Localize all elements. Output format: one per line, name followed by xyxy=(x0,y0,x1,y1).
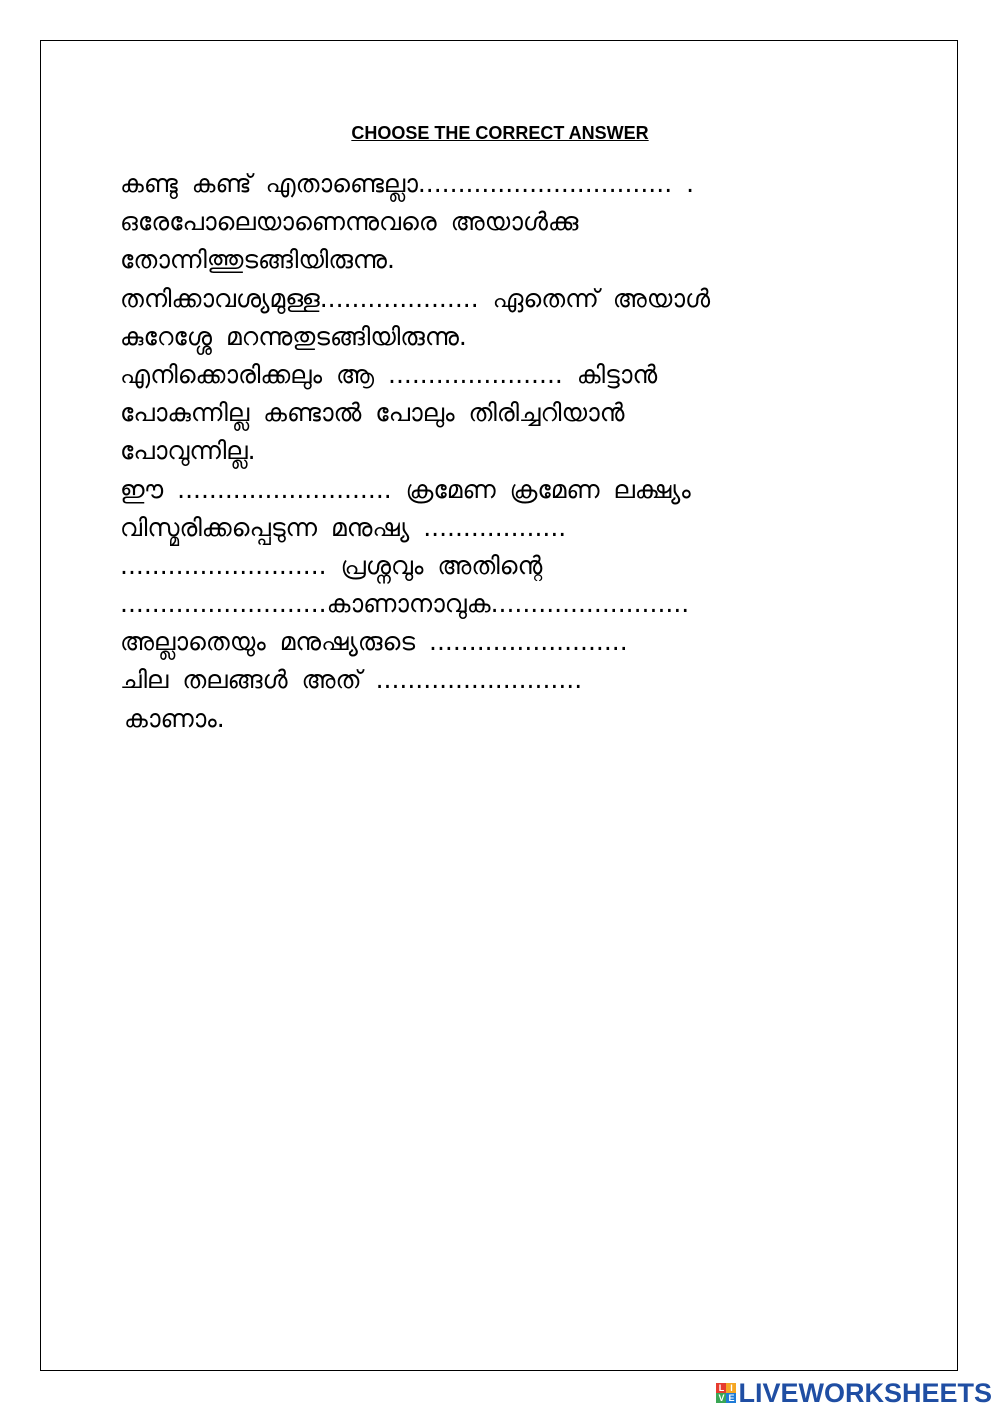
text-line-13: അല്ലാതെയും മനുഷ്യരുടെ ......................... xyxy=(120,627,628,657)
logo-wordmark: LIVEWORKSHEETS xyxy=(738,1377,992,1408)
liveworksheets-logo-icon xyxy=(716,1383,736,1403)
liveworksheets-logo xyxy=(716,1377,992,1409)
text-line-3: തോന്നിത്തുടങ്ങിയിരുന്നു. xyxy=(120,245,395,275)
text-line-8: പോവുന്നില്ല. xyxy=(120,436,256,466)
text-line-15: കാണാം. xyxy=(124,703,225,733)
text-line-5: കുറേശ്ശേ മറന്നുതുടങ്ങിയിരുന്നു. xyxy=(120,321,467,351)
text-line-11: .......................... പ്രശ്നവും അതിന്റെ xyxy=(120,550,543,580)
text-line-1: കണ്ടു കണ്ട് എതാണ്ടെല്ലാ................................ . xyxy=(120,169,695,198)
text-line-14: ചില തലങ്ങൾ അത് .......................... xyxy=(120,665,583,695)
text-line-2: ഒരേപോലെയാണെന്നുവരെ അയാൾക്കു xyxy=(120,207,579,237)
text-line-7: പോകുന്നില്ല കണ്ടാൽ പോലും തിരിച്ചറിയാൻ xyxy=(120,398,625,428)
worksheet-title: CHOOSE THE CORRECT ANSWER xyxy=(351,123,649,143)
logo-mark-l: L xyxy=(716,1383,726,1393)
text-line-10: വിസ്മരിക്കപ്പെടുന്ന മനുഷ്യ .................. xyxy=(120,512,567,542)
logo-mark-e: E xyxy=(728,1393,735,1403)
logo-mark-v: V xyxy=(718,1393,725,1403)
text-line-9: ഈ ........................... ക്രമേണ ക്രമേണ ലക്ഷ്യം xyxy=(120,474,691,504)
logo-mark-i: I xyxy=(726,1383,736,1393)
text-line-4: തനിക്കാവശ്യമുള്ള.................... ഏതെന്ന് അയാൾ xyxy=(120,283,711,313)
question-text-block xyxy=(120,165,880,738)
text-line-6: എനിക്കൊരിക്കലും ആ ...................... കിട്ടാൻ xyxy=(120,359,658,389)
text-line-12: ..........................കാണാനാവുക......................... xyxy=(120,589,690,619)
